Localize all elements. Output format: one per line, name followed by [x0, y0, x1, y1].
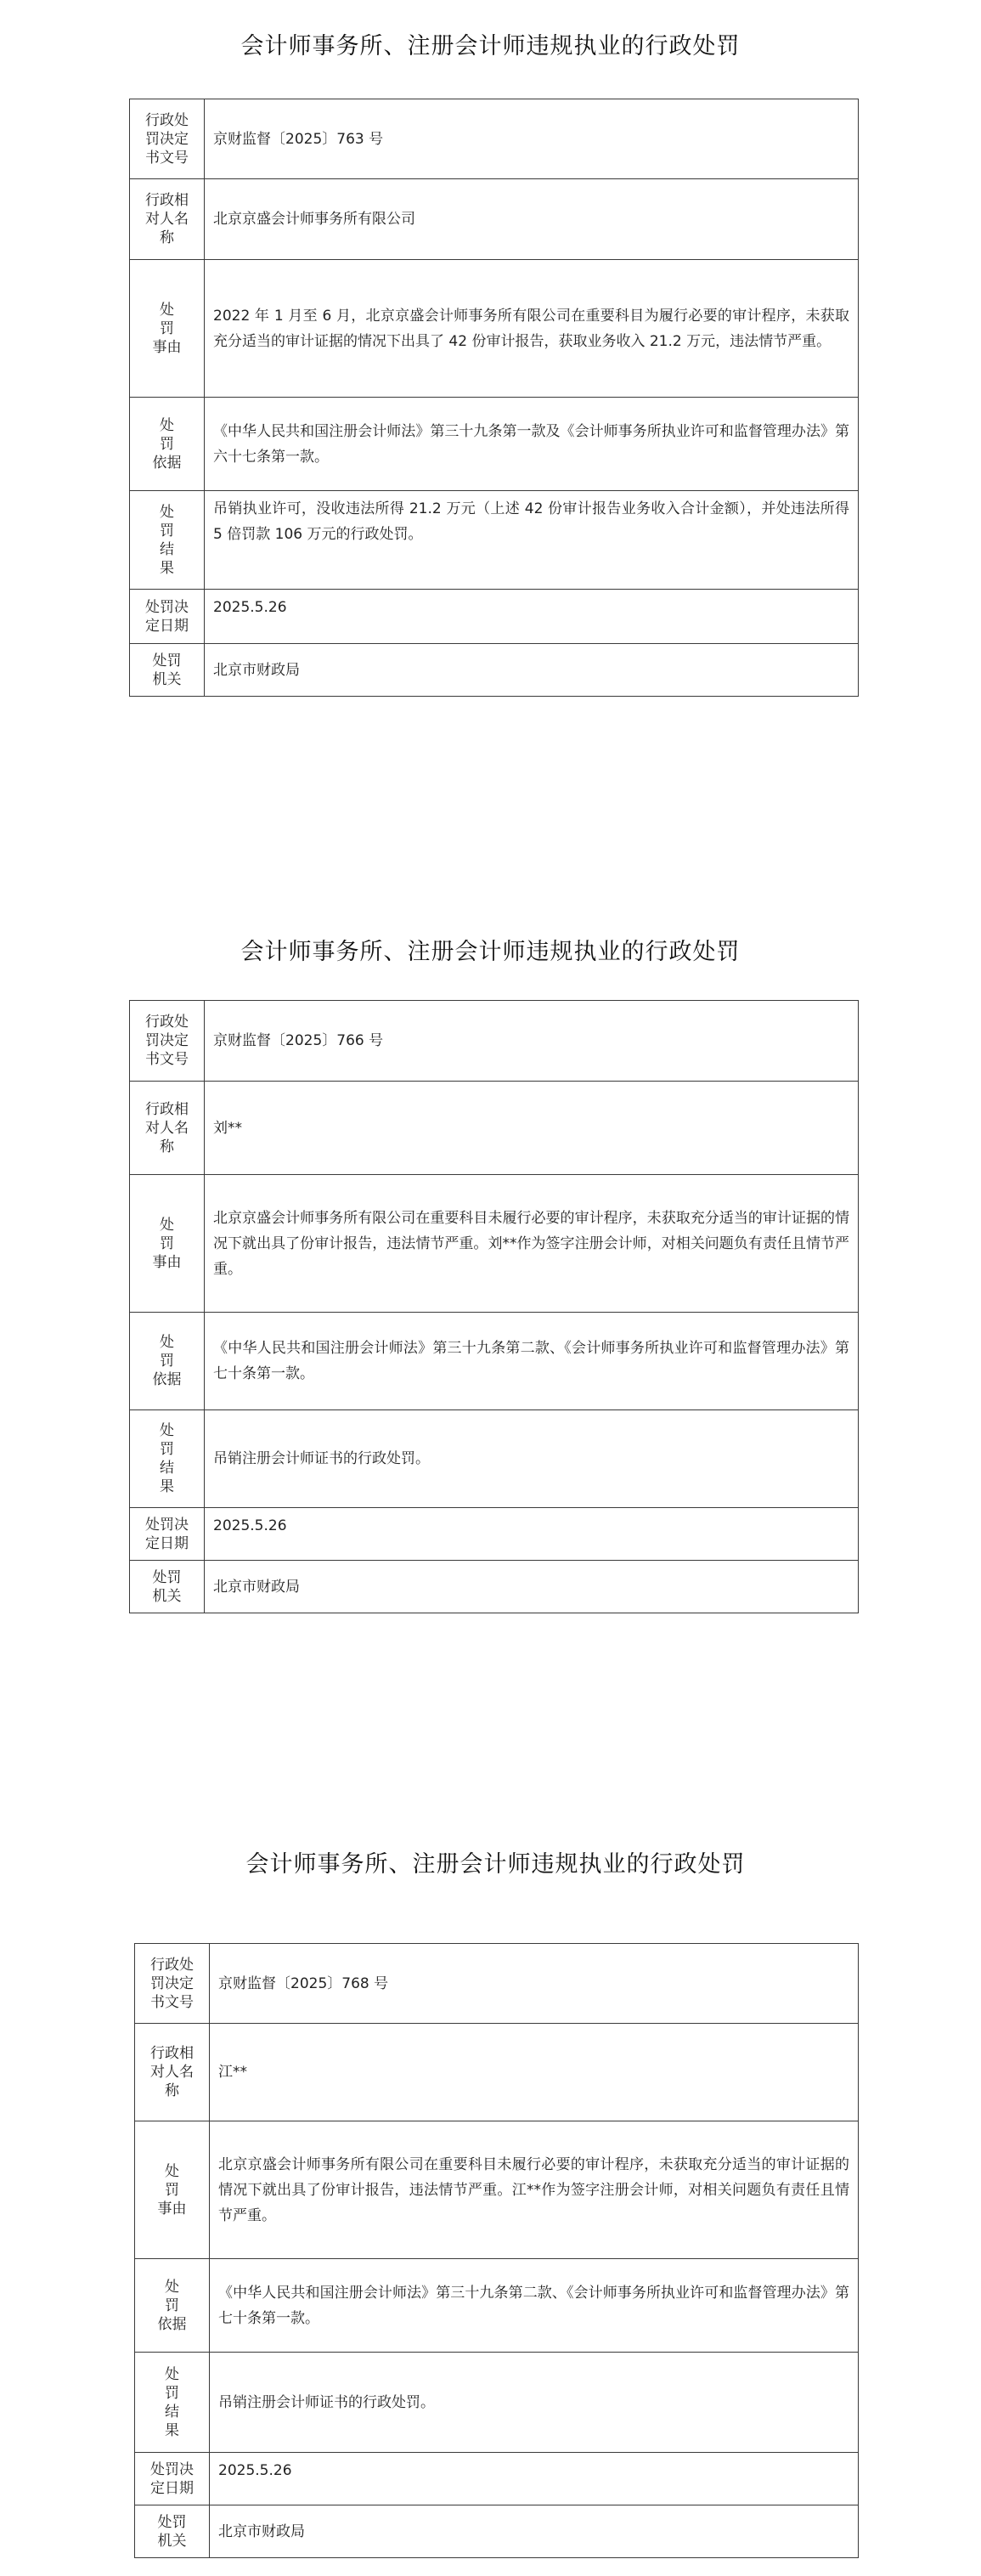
value-authority: 北京市财政局 [210, 2505, 859, 2558]
label-authority: 处罚 机关 [152, 652, 182, 688]
value-reason: 2022 年 1 月至 6 月，北京京盛会计师事务所有限公司在重要科目为履行必要的审计程序，未获取充分适当的审计证据的情况下出具了 42 份审计报告，获取业务收入 21.2 万元，违法情节严重。 [205, 260, 859, 398]
value-authority: 北京市财政局 [205, 1561, 859, 1613]
label-result: 处 罚 结 果 [160, 503, 174, 577]
value-decision-number: 京财监督〔2025〕766 号 [205, 1001, 859, 1082]
label-result: 处 罚 结 果 [165, 2365, 179, 2439]
row-party-name [130, 1082, 859, 1175]
value-party-name: 北京京盛会计师事务所有限公司 [205, 179, 859, 260]
row-result [130, 1410, 859, 1508]
value-authority: 北京市财政局 [205, 644, 859, 697]
value-result: 吊销注册会计师证书的行政处罚。 [210, 2353, 859, 2453]
row-party-name [135, 2024, 859, 2121]
value-result: 吊销注册会计师证书的行政处罚。 [205, 1410, 859, 1508]
value-basis: 《中华人民共和国注册会计师法》第三十九条第二款、《会计师事务所执业许可和监督管理办法》第七十条第一款。 [210, 2259, 859, 2353]
label-party-name: 行政相 对人名 称 [150, 2045, 194, 2099]
notice-title: 会计师事务所、注册会计师违规执业的行政处罚 [240, 33, 741, 59]
value-result: 吊销执业许可，没收违法所得 21.2 万元（上述 42 份审计报告业务收入合计金额），并处违法所得 5 倍罚款 106 万元的行政处罚。 [205, 491, 859, 590]
value-decision-number: 京财监督〔2025〕763 号 [205, 99, 859, 179]
value-basis: 《中华人民共和国注册会计师法》第三十九条第二款、《会计师事务所执业许可和监督管理办法》第七十条第一款。 [205, 1313, 859, 1410]
label-decision-number: 行政处 罚决定 书文号 [145, 1014, 189, 1068]
label-reason: 处 罚 事由 [152, 301, 182, 356]
label-basis: 处 罚 依据 [152, 416, 182, 472]
label-decision-date: 处罚决 定日期 [150, 2460, 194, 2497]
value-decision-date: 2025.5.26 [205, 590, 859, 644]
row-decision-number [135, 1944, 859, 2024]
row-reason [130, 1175, 859, 1313]
label-reason: 处 罚 事由 [157, 2162, 187, 2217]
label-party-name: 行政相 对人名 称 [145, 1100, 189, 1155]
notice-title: 会计师事务所、注册会计师违规执业的行政处罚 [245, 1851, 746, 1878]
row-decision-date [130, 1508, 859, 1561]
label-basis: 处 罚 依据 [157, 2278, 187, 2333]
row-authority [130, 644, 859, 697]
value-party-name: 江** [210, 2024, 859, 2121]
row-basis [130, 1313, 859, 1410]
row-authority [130, 1561, 859, 1613]
penalty-table [134, 1943, 859, 2558]
row-basis [130, 398, 859, 491]
row-decision-date [130, 590, 859, 644]
label-party-name: 行政相 对人名 称 [145, 192, 189, 246]
row-authority [135, 2505, 859, 2558]
row-reason [135, 2121, 859, 2259]
notice-title: 会计师事务所、注册会计师违规执业的行政处罚 [240, 939, 741, 965]
value-reason: 北京京盛会计师事务所有限公司在重要科目未履行必要的审计程序，未获取充分适当的审计证据的情况下就出具了份审计报告，违法情节严重。刘**作为签字注册会计师，对相关问题负有责任且情节严重。 [205, 1175, 859, 1313]
label-decision-date: 处罚决 定日期 [145, 1516, 189, 1552]
row-basis [135, 2259, 859, 2353]
value-reason: 北京京盛会计师事务所有限公司在重要科目未履行必要的审计程序，未获取充分适当的审计证据的情况下就出具了份审计报告，违法情节严重。江**作为签字注册会计师，对相关问题负有责任且情节严重。 [210, 2121, 859, 2259]
row-decision-number [130, 1001, 859, 1082]
row-reason [130, 260, 859, 398]
row-result [130, 491, 859, 590]
value-decision-number: 京财监督〔2025〕768 号 [210, 1944, 859, 2024]
label-basis: 处 罚 依据 [152, 1334, 182, 1388]
row-decision-number [130, 99, 859, 179]
label-decision-number: 行政处 罚决定 书文号 [145, 111, 189, 167]
value-decision-date: 2025.5.26 [210, 2453, 859, 2505]
label-result: 处 罚 结 果 [160, 1422, 174, 1495]
value-party-name: 刘** [205, 1082, 859, 1175]
row-result [135, 2353, 859, 2453]
value-decision-date: 2025.5.26 [205, 1508, 859, 1561]
row-decision-date [135, 2453, 859, 2505]
value-basis: 《中华人民共和国注册会计师法》第三十九条第一款及《会计师事务所执业许可和监督管理办法》第六十七条第一款。 [205, 398, 859, 491]
penalty-table [129, 1000, 859, 1613]
label-authority: 处罚 机关 [157, 2513, 187, 2550]
label-decision-number: 行政处 罚决定 书文号 [150, 1956, 194, 2011]
row-party-name [130, 179, 859, 260]
label-reason: 处 罚 事由 [152, 1216, 182, 1271]
label-authority: 处罚 机关 [152, 1568, 182, 1605]
label-decision-date: 处罚决 定日期 [145, 598, 189, 635]
penalty-table [129, 99, 859, 697]
